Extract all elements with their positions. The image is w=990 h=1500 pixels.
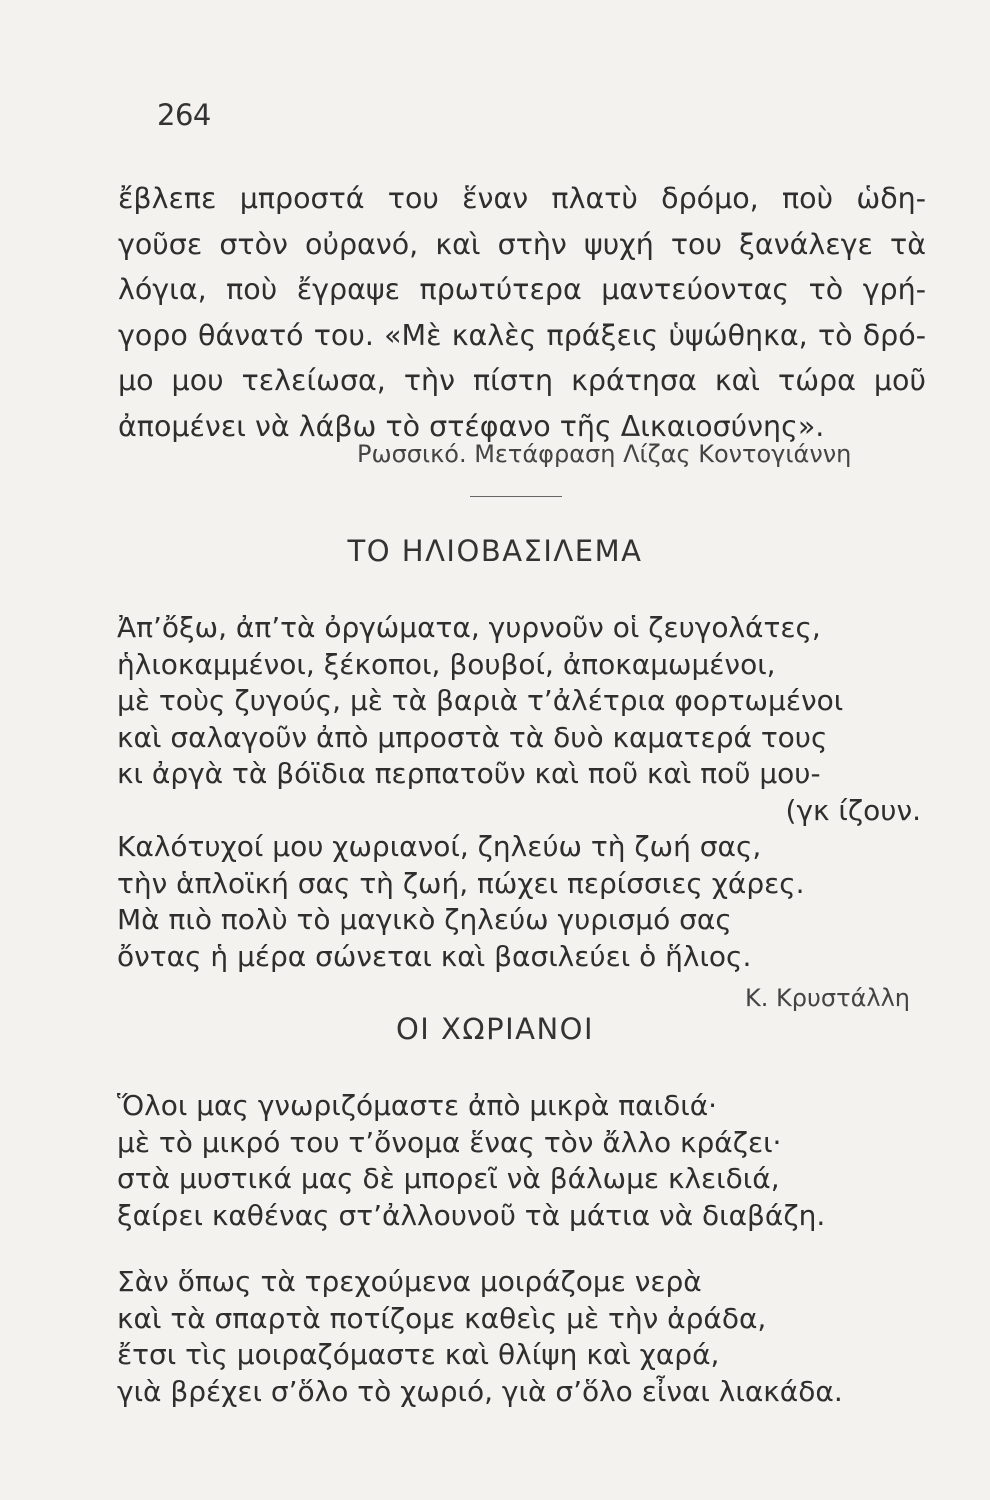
poem-line: ἡλιοκαμμένοι, ξέκοποι, βουβοί, ἀποκαμωμένοι, bbox=[117, 647, 776, 681]
poem-line: ὄντας ἡ μέρα σώνεται καὶ βασιλεύει ὁ ἥλιος. bbox=[117, 939, 752, 973]
prose-line: ἔβλεπε μπροστά του ἕναν πλατὺ δρόμο, ποὺ ὡδη- bbox=[118, 182, 926, 215]
poem-stanza bbox=[117, 1264, 843, 1410]
translation-attribution: Ρωσσικό. Μετάφραση Λίζας Κοντογιάννη bbox=[357, 440, 852, 468]
prose-line: ἀπομένει νὰ λάβω τὸ στέφανο τῆς Δικαιοσύνης». bbox=[118, 409, 825, 443]
poem-line: ἔτσι τὶς μοιραζόμαστε καὶ θλίψη καὶ χαρά, bbox=[117, 1338, 720, 1371]
poem-line: μὲ τὸ μικρό του τ’ὄνομα ἕνας τὸν ἄλλο κράζει· bbox=[117, 1125, 782, 1159]
poem-line: στὰ μυστικά μας δὲ μπορεῖ νὰ βάλωμε κλειδιά, bbox=[117, 1162, 780, 1195]
poem-line: Μὰ πιὸ πολὺ τὸ μαγικὸ ζηλεύω γυρισμό σας bbox=[117, 903, 732, 936]
prose-line: γορο θάνατό του. «Μὲ καλὲς πράξεις ὑψώθηκα, τὸ δρό- bbox=[118, 318, 926, 352]
poem-line: Ἀπ’ὄξω, ἀπ’τὰ ὀργώματα, γυρνοῦν οἱ ζευγολάτες, bbox=[117, 611, 821, 644]
poem-line-continuation: (γκ ίζουν. bbox=[785, 793, 921, 827]
poem-line: τὴν ἁπλοϊκή σας τὴ ζωή, πώχει περίσσιες χάρες. bbox=[117, 866, 805, 900]
poem-line: Ὅλοι μας γνωριζόμαστε ἀπὸ μικρὰ παιδιά· bbox=[117, 1089, 718, 1122]
section-divider bbox=[470, 496, 562, 497]
poem-line: ξαίρει καθένας στ’ἀλλουνοῦ τὰ μάτια νὰ διαβάζη. bbox=[117, 1198, 826, 1232]
poem-stanza bbox=[117, 1088, 825, 1234]
poem-author: Κ. Κρυστάλλη bbox=[745, 984, 910, 1012]
poem-title: ΟΙ ΧΩΡΙΑΝΟΙ bbox=[395, 1012, 595, 1046]
poem-line: Σὰν ὅπως τὰ τρεχούμενα μοιράζομε νερὰ bbox=[117, 1265, 702, 1298]
poem-line: Καλότυχοί μου χωριανοί, ζηλεύω τὴ ζωή σας, bbox=[117, 830, 762, 863]
poem-line: γιὰ βρέχει σ’ὅλο τὸ χωριό, γιὰ σ’ὅλο εἶναι λιακάδα. bbox=[117, 1374, 843, 1408]
poem-line: κι ἀργὰ τὰ βόϊδια περπατοῦν καὶ ποῦ καὶ ποῦ μου- bbox=[117, 757, 821, 790]
poem-line: καὶ σαλαγοῦν ἀπὸ μπροστὰ τὰ δυὸ καματερά τους bbox=[117, 720, 828, 754]
poem-body bbox=[117, 610, 929, 975]
poem-title: ΤΟ ΗΛΙΟΒΑΣΙΛΕΜΑ bbox=[347, 534, 643, 568]
prose-paragraph bbox=[118, 176, 926, 449]
prose-line: γοῦσε στὸν οὐρανό, καὶ στὴν ψυχή του ξανάλεγε τὰ bbox=[118, 227, 926, 261]
page-number: 264 bbox=[157, 98, 211, 132]
prose-line: μο μου τελείωσα, τὴν πίστη κράτησα καὶ τώρα μοῦ bbox=[118, 364, 926, 397]
poem-line: καὶ τὰ σπαρτὰ ποτίζομε καθεὶς μὲ τὴν ἀράδα, bbox=[117, 1301, 767, 1335]
poem-line: μὲ τοὺς ζυγούς, μὲ τὰ βαριὰ τ’ἀλέτρια φορτωμένοι bbox=[117, 684, 844, 717]
prose-line: λόγια, ποὺ ἔγραψε πρωτύτερα μαντεύοντας τὸ γρή- bbox=[118, 273, 926, 306]
